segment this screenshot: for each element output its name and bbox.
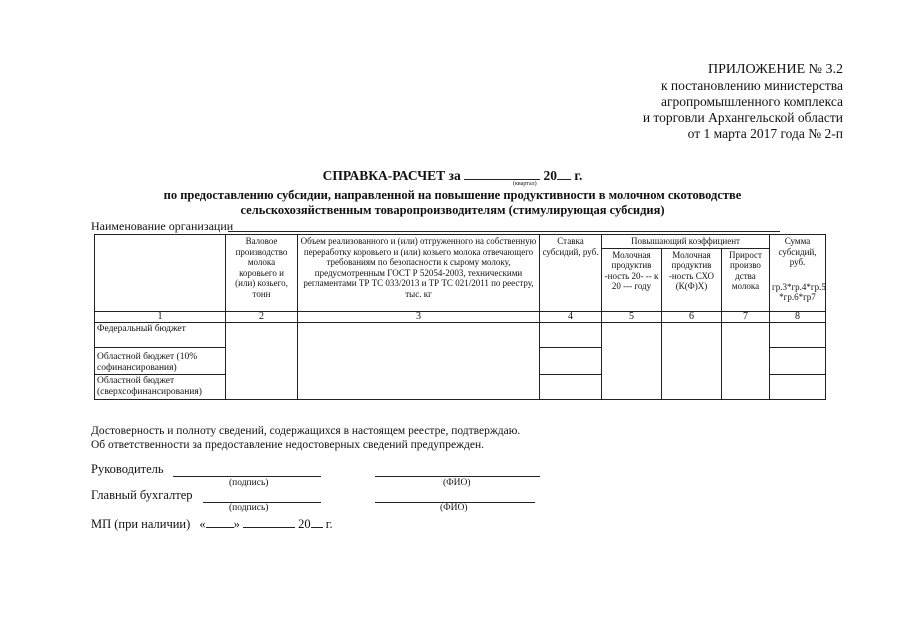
quarter-hint: (квартал) <box>513 181 537 187</box>
head-name-line[interactable] <box>375 476 540 477</box>
cell-volume-sold[interactable] <box>298 323 540 400</box>
date-year-suffix: г. <box>325 517 333 531</box>
head-label: Руководитель <box>91 462 164 476</box>
year-blank[interactable] <box>311 516 323 528</box>
subtitle-line: сельскохозяйственным товаропроизводителям (стимулирующая субсидия) <box>240 203 665 217</box>
header-sum-formula: гр.3*гр.4*гр.5 *гр.6*гр7 <box>772 281 826 302</box>
title-suffix: г. <box>574 168 583 183</box>
appendix-line: и торговли Архангельской области <box>642 110 843 125</box>
cell-rate[interactable] <box>540 323 602 348</box>
day-blank[interactable] <box>206 516 234 528</box>
cell-productivity-year[interactable] <box>602 323 662 400</box>
cell-sum[interactable] <box>770 348 826 375</box>
appendix-line: к постановлению министерства <box>660 78 843 93</box>
cell-gross-production[interactable] <box>226 323 298 400</box>
cell-rate[interactable] <box>540 375 602 400</box>
header-milk-growth: Прирост произво дства молока <box>722 248 770 311</box>
cell-sum[interactable] <box>770 323 826 348</box>
column-number: 7 <box>722 311 770 323</box>
column-number: 4 <box>540 311 602 323</box>
org-label: Наименование организации <box>91 219 234 233</box>
row-label-regional-extra: Областной бюджет (сверхсофинансирования) <box>95 375 226 400</box>
header-coefficient: Повышающий коэффициент <box>602 235 770 249</box>
cell-productivity-sho[interactable] <box>662 323 722 400</box>
column-number-row <box>95 311 826 323</box>
subtitle-line: по предоставлению субсидии, направленной на повышение продуктивности в молочном скотоводстве <box>163 188 742 202</box>
sign-hint: (подпись) <box>229 478 269 488</box>
title-prefix: СПРАВКА-РАСЧЕТ за <box>322 168 461 183</box>
quarter-blank <box>464 167 540 180</box>
name-hint: (ФИО) <box>443 478 471 488</box>
document-title <box>0 167 905 184</box>
cell-sum[interactable] <box>770 375 826 400</box>
month-blank[interactable] <box>243 516 295 528</box>
header-milk-productivity-year: Молочная продуктив -ность 20- -- к 20 --- году <box>602 248 662 311</box>
date-open-quote: « <box>199 517 206 531</box>
appendix-title: ПРИЛОЖЕНИЕ № 3.2 <box>708 62 843 77</box>
table-header-row <box>95 235 826 249</box>
cell-rate[interactable] <box>540 348 602 375</box>
accountant-label: Главный бухгалтер <box>91 488 193 502</box>
cell-growth[interactable] <box>722 323 770 400</box>
column-number: 8 <box>770 311 826 323</box>
note-line: Об ответственности за предоставление недостоверных сведений предупрежден. <box>91 439 484 451</box>
head-signature-line[interactable] <box>173 476 321 477</box>
header-sum-label: Сумма субсидий, руб. <box>778 236 817 267</box>
org-name-line <box>228 231 780 232</box>
column-number: 1 <box>95 311 226 323</box>
row-label-federal: Федеральный бюджет <box>95 323 226 348</box>
header-gross-production: Валовое производство молока коровьего и (или) козьего, тонн <box>226 235 298 312</box>
header-volume-sold: Объем реализованного и (или) отгруженного на собственную переработку коровьего и (или) козьего молока отвечающего требованиям по безопасности к сырому молоку, предусмотренным ГОСТ Р 52054-2003, техническими регламентами ТР ТС 033/2013 и ТР ТС 021/2011 по реестру, тыс. кг <box>298 235 540 312</box>
document-subtitle <box>0 188 905 218</box>
table-row <box>95 323 826 348</box>
note-line: Достоверность и полноту сведений, содержащихся в настоящем реестре, подтверждаю. <box>91 425 521 437</box>
header-cell-empty <box>95 235 226 312</box>
column-number: 2 <box>226 311 298 323</box>
year-blank <box>557 167 571 180</box>
title-year: 20 <box>543 168 557 183</box>
stamp-date-row <box>91 516 333 532</box>
appendix-header <box>643 62 843 142</box>
column-number: 3 <box>298 311 540 323</box>
appendix-line: от 1 марта 2017 года № 2-п <box>687 126 843 141</box>
stamp-label: МП (при наличии) <box>91 517 191 531</box>
sign-hint: (подпись) <box>229 503 269 513</box>
name-hint: (ФИО) <box>440 503 468 513</box>
date-year: 20 <box>298 517 311 531</box>
confirmation-note <box>91 424 520 452</box>
appendix-line: агропромышленного комплекса <box>661 94 843 109</box>
subsidy-table <box>94 234 826 400</box>
date-close-quote: » <box>233 517 240 531</box>
header-rate: Ставка субсидий, руб. <box>540 235 602 312</box>
header-sum <box>770 235 826 312</box>
column-number: 6 <box>662 311 722 323</box>
row-label-regional-10: Областной бюджет (10% софинансирования) <box>95 348 226 375</box>
header-milk-productivity-sho: Молочная продуктив -ность СХО (К(Ф)Х) <box>662 248 722 311</box>
column-number: 5 <box>602 311 662 323</box>
